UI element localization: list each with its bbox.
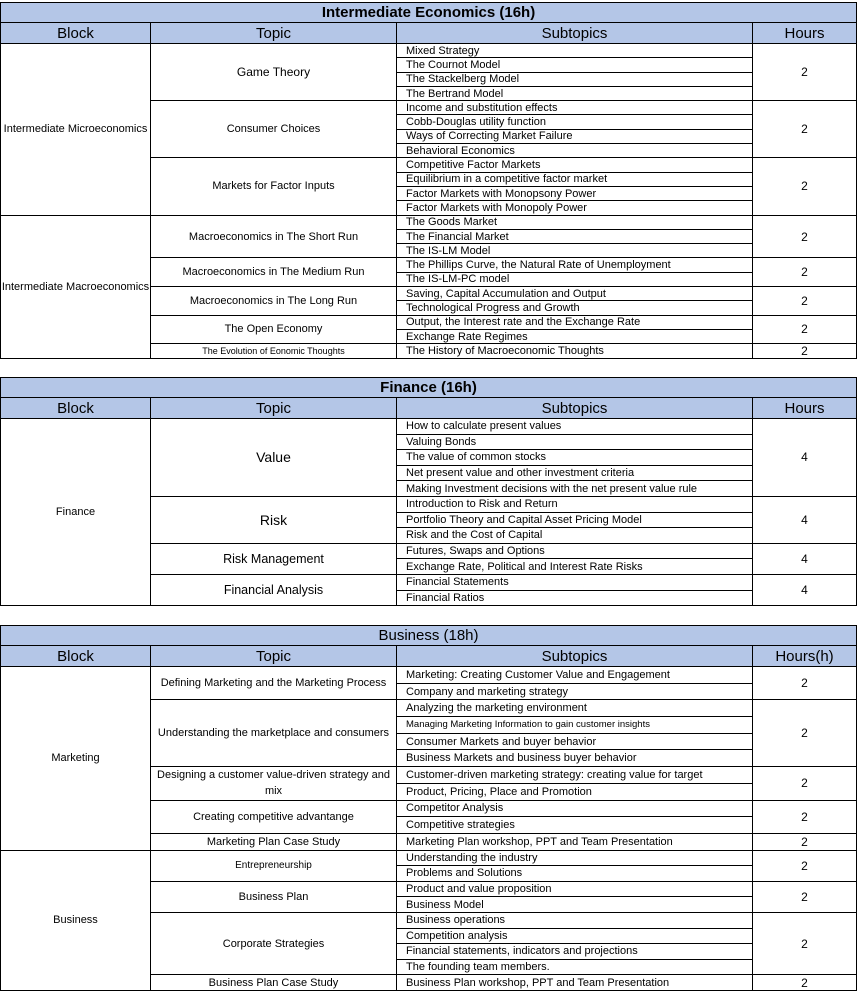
- subtopic: Managing Marketing Information to gain customer insights: [397, 717, 753, 734]
- subtopic: Risk and the Cost of Capital: [397, 528, 753, 544]
- subtopic: Behavioral Economics: [397, 144, 753, 158]
- hours-business-plan: 2: [753, 881, 857, 912]
- subtopic: The Bertrand Model: [397, 86, 753, 100]
- subtopic: Competition analysis: [397, 928, 753, 944]
- subtopic: Income and substitution effects: [397, 101, 753, 115]
- topic-long-run: Macroeconomics in The Long Run: [151, 287, 397, 316]
- hours-medium-run: 2: [753, 258, 857, 287]
- subtopic: Technological Progress and Growth: [397, 301, 753, 315]
- econ-section-title: Intermediate Economics (16h): [1, 3, 857, 23]
- subtopic: Cobb-Douglas utility function: [397, 115, 753, 129]
- business-header-subtopics: Subtopics: [397, 646, 753, 667]
- subtopic: Financial statements, indicators and projections: [397, 944, 753, 960]
- econ-header-topic: Topic: [151, 23, 397, 44]
- hours-defining-marketing: 2: [753, 667, 857, 700]
- subtopic: Company and marketing strategy: [397, 683, 753, 700]
- topic-business-plan-case-study: Business Plan Case Study: [151, 975, 397, 991]
- hours-consumer-choices: 2: [753, 101, 857, 158]
- subtopic: Marketing Plan workshop, PPT and Team Presentation: [397, 833, 753, 850]
- topic-value: Value: [151, 419, 397, 497]
- subtopic: Business Model: [397, 897, 753, 913]
- subtopic: Consumer Markets and buyer behavior: [397, 733, 753, 750]
- topic-consumer-choices: Consumer Choices: [151, 101, 397, 158]
- hours-evolution: 2: [753, 344, 857, 359]
- hours-entrepreneurship: 2: [753, 850, 857, 881]
- block-finance: Finance: [1, 419, 151, 606]
- subtopic: Making Investment decisions with the net present value rule: [397, 481, 753, 497]
- subtopic: The Financial Market: [397, 229, 753, 243]
- hours-factor-inputs: 2: [753, 158, 857, 215]
- business-header-block: Block: [1, 646, 151, 667]
- topic-entrepreneurship: Entrepreneurship: [151, 850, 397, 881]
- topic-factor-inputs: Markets for Factor Inputs: [151, 158, 397, 215]
- subtopic: Business Plan workshop, PPT and Team Presentation: [397, 975, 753, 991]
- subtopic: Product and value proposition: [397, 881, 753, 897]
- hours-marketing-case-study: 2: [753, 833, 857, 850]
- subtopic: Marketing: Creating Customer Value and Engagement: [397, 667, 753, 684]
- block-intermediate-macroeconomics: Intermediate Macroeconomics: [1, 215, 151, 359]
- econ-header-hours: Hours: [753, 23, 857, 44]
- subtopic: Business operations: [397, 912, 753, 928]
- subtopic: Competitor Analysis: [397, 800, 753, 817]
- business-header-hours: Hours(h): [753, 646, 857, 667]
- subtopic: Financial Statements: [397, 574, 753, 590]
- subtopic: Financial Ratios: [397, 590, 753, 606]
- subtopic: Net present value and other investment criteria: [397, 465, 753, 481]
- hours-game-theory: 2: [753, 44, 857, 101]
- econ-header-subtopics: Subtopics: [397, 23, 753, 44]
- hours-business-plan-case-study: 2: [753, 975, 857, 991]
- hours-value: 4: [753, 419, 857, 497]
- econ-header-block: Block: [1, 23, 151, 44]
- topic-game-theory: Game Theory: [151, 44, 397, 101]
- hours-risk: 4: [753, 496, 857, 543]
- business-table: [0, 625, 857, 991]
- econ-table: [0, 2, 857, 359]
- topic-risk-management: Risk Management: [151, 543, 397, 574]
- topic-open-economy: The Open Economy: [151, 315, 397, 344]
- subtopic: Analyzing the marketing environment: [397, 700, 753, 717]
- topic-marketing-case-study: Marketing Plan Case Study: [151, 833, 397, 850]
- subtopic: Customer-driven marketing strategy: creating value for target: [397, 767, 753, 784]
- finance-table: [0, 377, 857, 606]
- subtopic: Ways of Correcting Market Failure: [397, 129, 753, 143]
- subtopic: Saving, Capital Accumulation and Output: [397, 287, 753, 301]
- subtopic: The IS-LM Model: [397, 244, 753, 258]
- subtopic: Product, Pricing, Place and Promotion: [397, 783, 753, 800]
- finance-header-hours: Hours: [753, 398, 857, 419]
- subtopic: Factor Markets with Monopoly Power: [397, 201, 753, 215]
- subtopic: Futures, Swaps and Options: [397, 543, 753, 559]
- topic-risk: Risk: [151, 496, 397, 543]
- subtopic: Mixed Strategy: [397, 44, 753, 58]
- subtopic: The History of Macroeconomic Thoughts: [397, 344, 753, 359]
- subtopic: The IS-LM-PC model: [397, 272, 753, 286]
- topic-competitive-advantage: Creating competitive advantange: [151, 800, 397, 833]
- subtopic: Valuing Bonds: [397, 434, 753, 450]
- subtopic: The Goods Market: [397, 215, 753, 229]
- business-section-title: Business (18h): [1, 626, 857, 646]
- topic-medium-run: Macroeconomics in The Medium Run: [151, 258, 397, 287]
- subtopic: The founding team members.: [397, 959, 753, 975]
- finance-section-title: Finance (16h): [1, 378, 857, 398]
- subtopic: Problems and Solutions: [397, 866, 753, 882]
- finance-header-block: Block: [1, 398, 151, 419]
- topic-evolution: The Evolution of Eonomic Thoughts: [151, 344, 397, 359]
- subtopic: Output, the Interest rate and the Exchange Rate: [397, 315, 753, 329]
- subtopic: Factor Markets with Monopsony Power: [397, 186, 753, 200]
- topic-corporate-strategies: Corporate Strategies: [151, 912, 397, 974]
- subtopic: Competitive strategies: [397, 817, 753, 834]
- topic-designing-strategy: Designing a customer value-driven strategy and mix: [151, 767, 397, 800]
- subtopic: Exchange Rate, Political and Interest Rate Risks: [397, 559, 753, 575]
- hours-understanding-marketplace: 2: [753, 700, 857, 767]
- subtopic: The Stackelberg Model: [397, 72, 753, 86]
- hours-open-economy: 2: [753, 315, 857, 344]
- topic-business-plan: Business Plan: [151, 881, 397, 912]
- subtopic: Business Markets and business buyer behavior: [397, 750, 753, 767]
- hours-competitive-advantage: 2: [753, 800, 857, 833]
- subtopic: Competitive Factor Markets: [397, 158, 753, 172]
- topic-understanding-marketplace: Understanding the marketplace and consumers: [151, 700, 397, 767]
- subtopic: The Cournot Model: [397, 58, 753, 72]
- hours-financial-analysis: 4: [753, 574, 857, 605]
- hours-short-run: 2: [753, 215, 857, 258]
- subtopic: Exchange Rate Regimes: [397, 329, 753, 343]
- topic-short-run: Macroeconomics in The Short Run: [151, 215, 397, 258]
- hours-long-run: 2: [753, 287, 857, 316]
- topic-defining-marketing: Defining Marketing and the Marketing Process: [151, 667, 397, 700]
- topic-financial-analysis: Financial Analysis: [151, 574, 397, 605]
- block-marketing: Marketing: [1, 667, 151, 851]
- business-header-topic: Topic: [151, 646, 397, 667]
- block-business: Business: [1, 850, 151, 990]
- finance-header-subtopics: Subtopics: [397, 398, 753, 419]
- finance-header-topic: Topic: [151, 398, 397, 419]
- subtopic: Portfolio Theory and Capital Asset Pricing Model: [397, 512, 753, 528]
- hours-risk-management: 4: [753, 543, 857, 574]
- subtopic: How to calculate present values: [397, 419, 753, 435]
- subtopic: The Phillips Curve, the Natural Rate of Unemployment: [397, 258, 753, 272]
- subtopic: Equilibrium in a competitive factor market: [397, 172, 753, 186]
- subtopic: The value of common stocks: [397, 450, 753, 466]
- hours-designing-strategy: 2: [753, 767, 857, 800]
- subtopic: Understanding the industry: [397, 850, 753, 866]
- block-intermediate-microeconomics: Intermediate Microeconomics: [1, 44, 151, 216]
- hours-corporate-strategies: 2: [753, 912, 857, 974]
- subtopic: Introduction to Risk and Return: [397, 496, 753, 512]
